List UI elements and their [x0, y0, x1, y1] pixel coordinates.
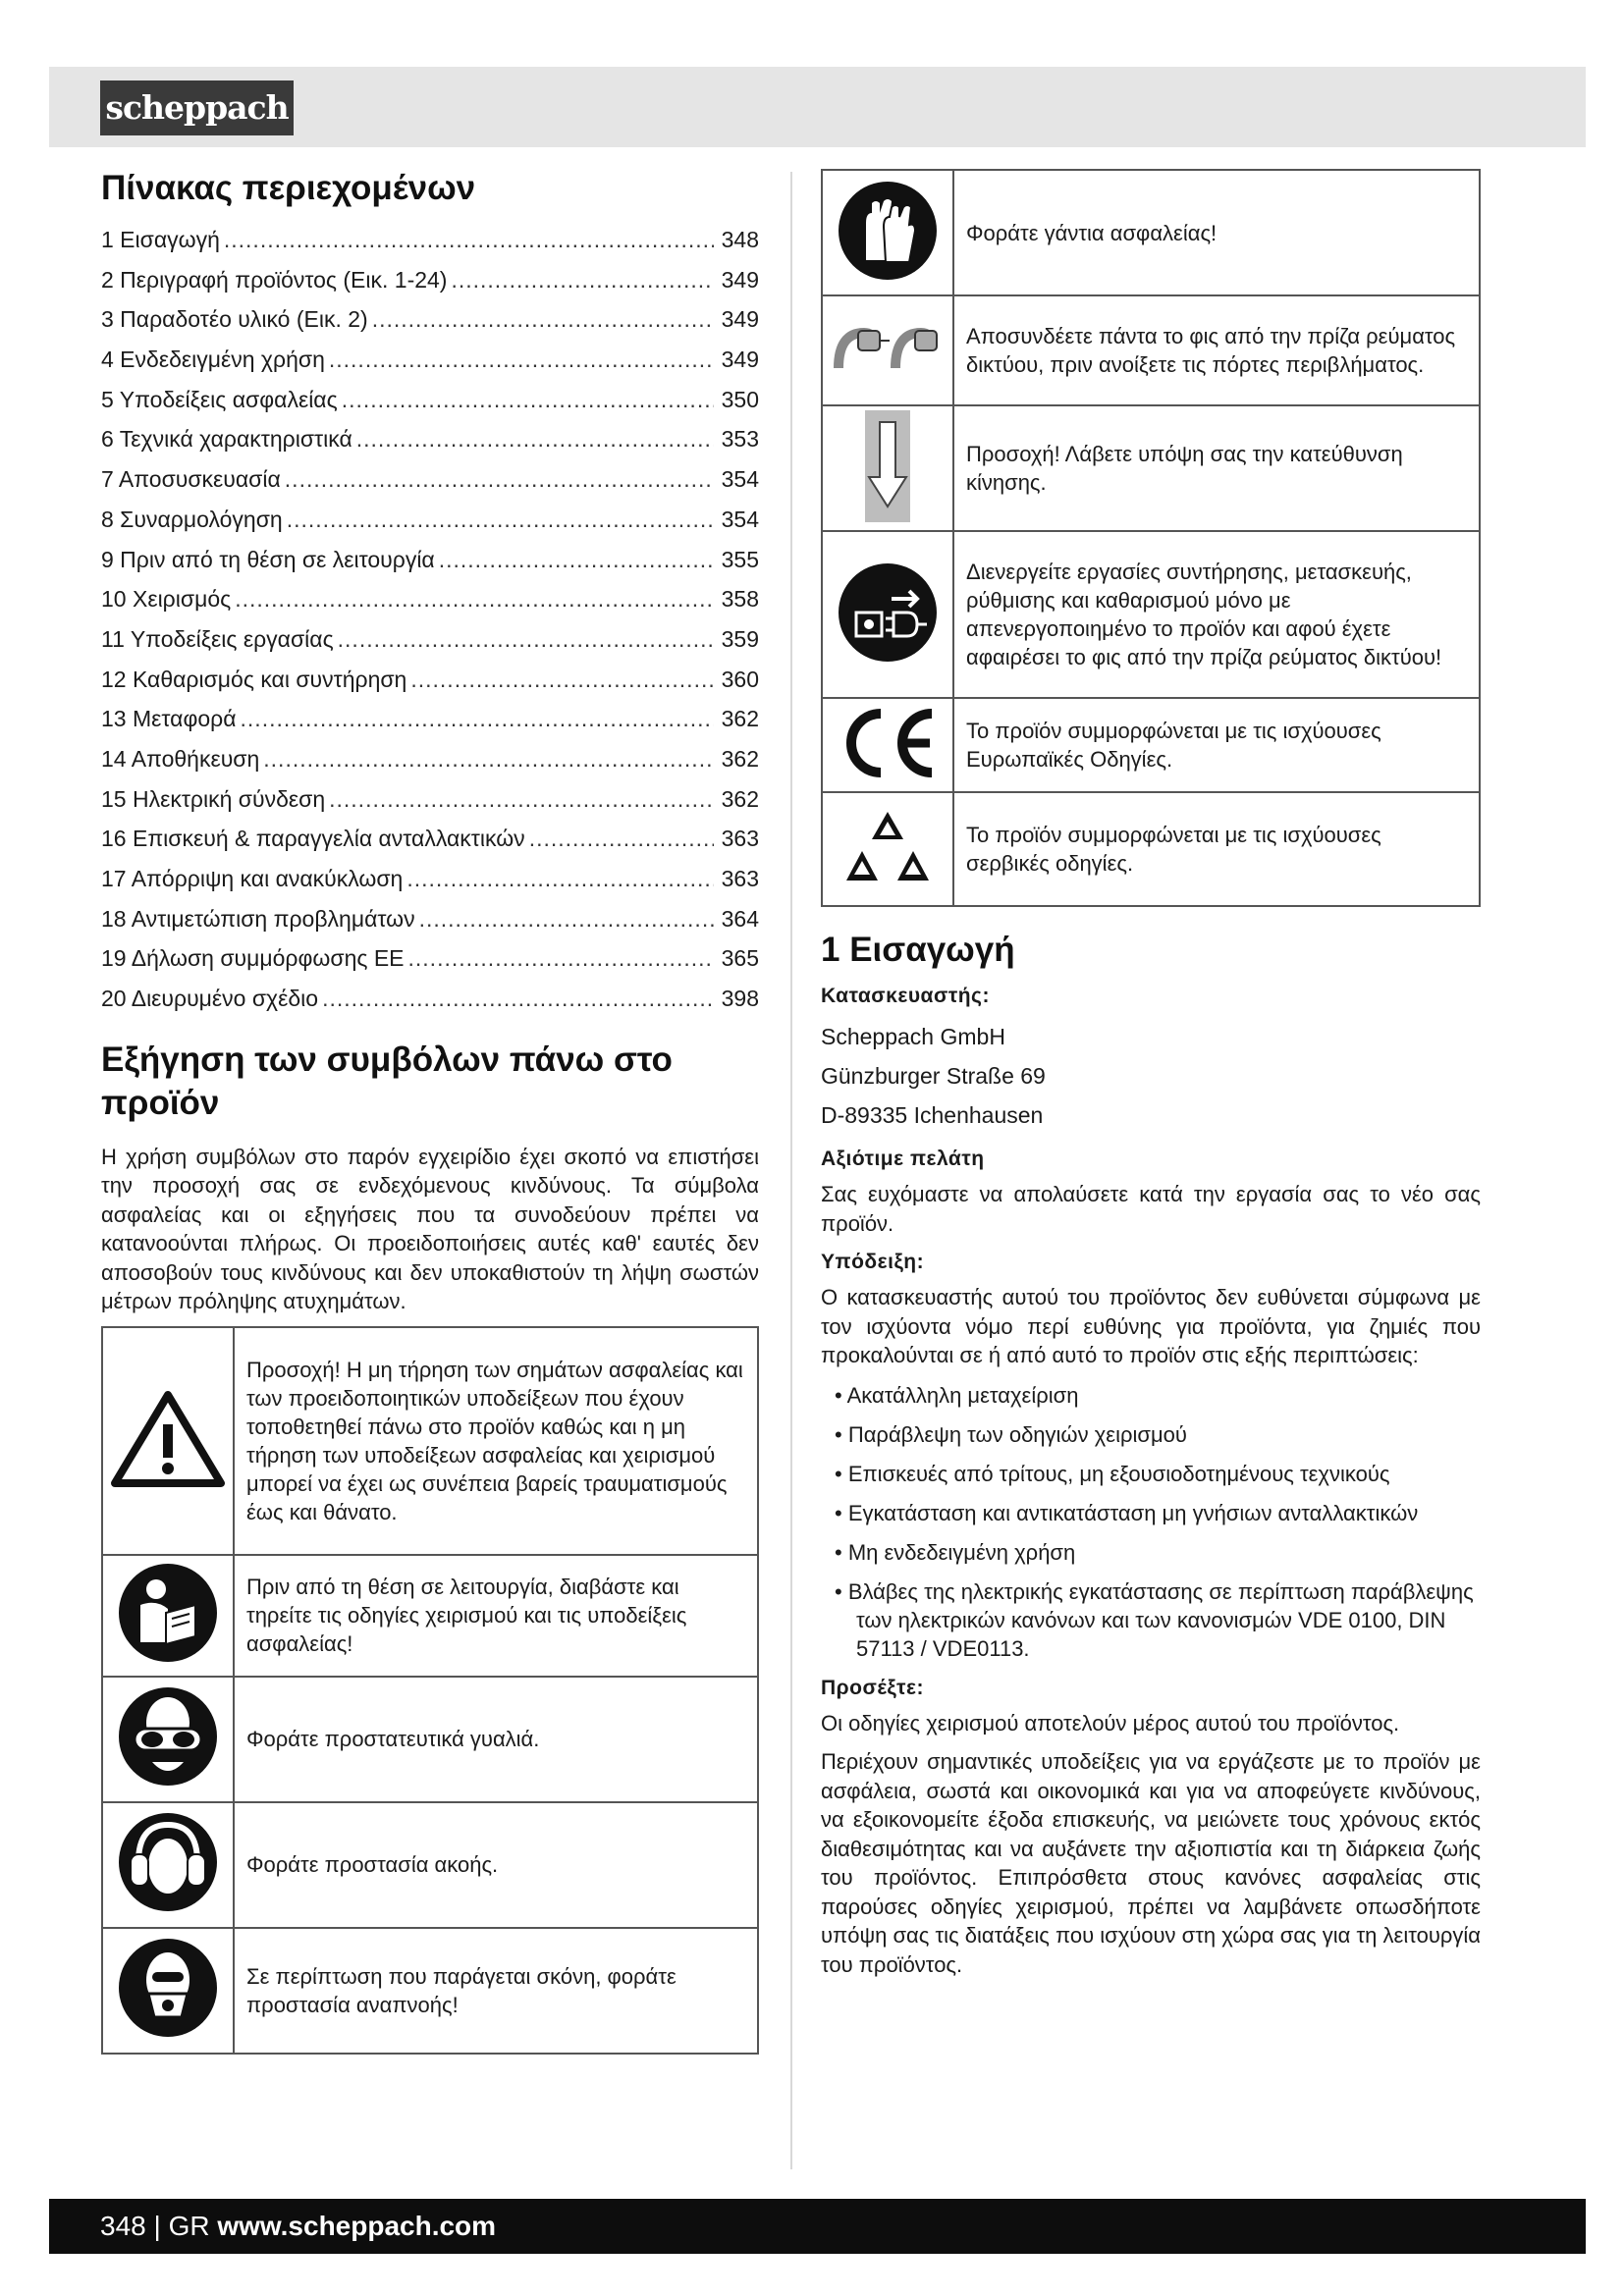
right-column: [821, 169, 1481, 1979]
toc-item[interactable]: 12 Καθαρισμός και συντήρηση ..... 360: [101, 660, 759, 700]
ear-protection-icon: [117, 1811, 219, 1913]
list-item: • Ακατάλληλη μεταχείριση: [821, 1381, 1481, 1410]
list-item: • Επισκευές από τρίτους, μη εξουσιοδοτημένους τεχνικούς: [821, 1460, 1481, 1488]
header-bar: [49, 67, 1586, 147]
attention-label: Προσέξτε:: [821, 1676, 925, 1699]
customer-label: Αξιότιμε πελάτη: [821, 1148, 985, 1170]
left-column: [101, 167, 759, 2055]
symbols-intro: Η χρήση συμβόλων στο παρόν εγχειρίδιο έχει σκοπό να επιστήσει την προσοχή σας σε ενδεχόμενους κινδύνους. Τα σύμβολα ασφαλείας και οι εξηγήσεις που τα συνοδεύουν πρέπει να κατανοούνται πλήρως. Οι προειδοποιήσεις αυτές καθ' εαυτές δεν αποσοβούν τους κινδύνους και δεν υποκαθιστούν τη λήψη σωστών μέτρων πρόληψης ατυχημάτων.: [101, 1144, 759, 1314]
toc-title: Πίνακας περιεχομένων: [101, 169, 476, 207]
list-item: • Εγκατάσταση και αντικατάσταση μη γνήσιων ανταλλακτικών: [821, 1499, 1481, 1527]
symbol-text: Το προϊόν συμμορφώνεται με τις ισχύουσες σερβικές οδηγίες.: [953, 792, 1480, 906]
symbol-row: [102, 1555, 758, 1677]
symbol-text: Φοράτε γάντια ασφαλείας!: [953, 170, 1480, 295]
symbol-text: Φοράτε προστατευτικά γυαλιά.: [234, 1677, 758, 1802]
page-number: 348: [100, 2211, 146, 2241]
symbol-row: [822, 698, 1480, 792]
symbol-text: Διενεργείτε εργασίες συντήρησης, μετασκευής, ρύθμισης και καθαρισμού μόνο με απενεργοποιημένο το προϊόν και αφού έχετε αφαιρέσει το φις από την πρίζα ρεύματος δικτύου!: [953, 531, 1480, 698]
website-link[interactable]: www.scheppach.com: [217, 2211, 497, 2241]
footer-text: 348 | GR www.scheppach.com: [100, 2211, 497, 2241]
safety-goggles-icon: [117, 1685, 219, 1788]
toc-item[interactable]: 8 Συναρμολόγηση ..... 354: [101, 500, 759, 540]
disconnect-plug-icon: [837, 561, 939, 664]
symbol-row: [822, 295, 1480, 405]
brand-logo: scheppach: [100, 80, 294, 135]
toc-item[interactable]: 11 Υποδείξεις εργασίας ..... 359: [101, 619, 759, 660]
toc-item[interactable]: 9 Πριν από τη θέση σε λειτουργία ..... 355: [101, 540, 759, 580]
toc-item[interactable]: 4 Ενδεδειγμένη χρήση ..... 349: [101, 340, 759, 380]
toc-item[interactable]: 6 Τεχνικά χαρακτηριστικά ..... 353: [101, 419, 759, 459]
toc-list: [101, 220, 759, 1019]
symbol-row: [102, 1928, 758, 2054]
symbol-text: Το προϊόν συμμορφώνεται με τις ισχύουσες Ευρωπαϊκές Οδηγίες.: [953, 698, 1480, 792]
column-divider: [790, 172, 792, 2169]
respirator-mask-icon: [117, 1937, 219, 2039]
symbol-text: Πριν από τη θέση σε λειτουργία, διαβάστε και τηρείτε τις οδηγίες χειρισμού και τις υποδείξεις ασφαλείας!: [234, 1555, 758, 1677]
symbol-row: [822, 170, 1480, 295]
toc-item[interactable]: 18 Αντιμετώπιση προβλημάτων ..... 364: [101, 899, 759, 939]
note-label: Υπόδειξη:: [821, 1251, 925, 1273]
toc-item[interactable]: 16 Επισκευή & παραγγελία ανταλλακτικών ..... 363: [101, 819, 759, 859]
customer-text: Σας ευχόμαστε να απολαύσετε κατά την εργασία σας το νέο σας προϊόν.: [821, 1182, 1481, 1236]
toc-item[interactable]: 5 Υποδείξεις ασφαλείας ..... 350: [101, 380, 759, 420]
list-item: • Παράβλεψη των οδηγιών χειρισμού: [821, 1420, 1481, 1449]
symbol-text: Προσοχή! Η μη τήρηση των σημάτων ασφαλείας και των προειδοποιητικών υποδείξεων που έχουν τοποθετηθεί πάνω στο προϊόν καθώς και η μη τήρηση των υποδείξεων ασφαλείας και χειρισμού μπορεί να έχει ως συνέπεια βαρείς τραυματισμούς έως και θάνατο.: [234, 1327, 758, 1555]
toc-item[interactable]: 19 Δήλωση συμμόρφωσης ΕΕ ..... 365: [101, 938, 759, 979]
list-item: • Μη ενδεδειγμένη χρήση: [821, 1538, 1481, 1567]
ce-mark-icon: [834, 704, 942, 782]
language-code: GR: [168, 2211, 210, 2241]
toc-item[interactable]: 3 Παραδοτέο υλικό (Εικ. 2) ..... 349: [101, 299, 759, 340]
direction-arrow-icon: [863, 408, 912, 524]
warning-triangle-icon: [111, 1389, 225, 1487]
symbols-table-left: [101, 1326, 759, 2055]
symbol-row: [822, 531, 1480, 698]
symbol-row: [102, 1677, 758, 1802]
safety-gloves-icon: [837, 180, 939, 282]
address-line: Scheppach GmbH: [821, 1024, 1005, 1049]
toc-item[interactable]: 2 Περιγραφή προϊόντος (Εικ. 1-24) ..... 349: [101, 260, 759, 300]
toc-item[interactable]: 7 Αποσυσκευασία ..... 354: [101, 459, 759, 500]
toc-item[interactable]: 15 Ηλεκτρική σύνδεση ..... 362: [101, 779, 759, 820]
attention-text: Περιέχουν σημαντικές υποδείξεις για να εργάζεστε με το προϊόν με ασφάλεια, σωστά και οικονομικά και για να αποφεύγετε κινδύνους, να εξοικονομείτε έξοδα επισκευής, να μειώνετε τους χρόνους εκτός διαθεσιμότητας και να αυξάνετε την αξιοπιστία και τη διάρκεια ζωής του προϊόντος. Επιπρόσθετα στους κανόνες ασφαλείας στις παρούσες οδηγίες χειρισμού, πρέπει να λαμβάνετε οπωσδήποτε υπόψη σας τις διατάξεις που ισχύουν στη χώρα σας για τη λειτουργία του προϊόντος.: [821, 1749, 1481, 1977]
symbols-heading: Εξήγηση των συμβόλων πάνω στο προϊόν: [101, 1040, 673, 1122]
address-line: Günzburger Straße 69: [821, 1063, 1046, 1089]
toc-item[interactable]: 13 Μεταφορά ..... 362: [101, 699, 759, 739]
list-item: • Βλάβες της ηλεκτρικής εγκατάστασης σε περίπτωση παράβλεψης των ηλεκτρικών κανόνων και των κανονισμών VDE 0100, DIN 57113 / VDE0113.: [821, 1577, 1481, 1663]
attention-text: Οι οδηγίες χειρισμού αποτελούν μέρος αυτού του προϊόντος.: [821, 1710, 1400, 1735]
address-line: D-89335 Ichenhausen: [821, 1102, 1044, 1128]
toc-item[interactable]: 1 Εισαγωγή ..... 348: [101, 220, 759, 260]
symbol-text: Φοράτε προστασία ακοής.: [234, 1802, 758, 1928]
read-manual-icon: [117, 1562, 219, 1664]
symbol-text: Σε περίπτωση που παράγεται σκόνη, φοράτε προστασία αναπνοής!: [234, 1928, 758, 2054]
symbol-row: [102, 1327, 758, 1555]
unplug-icon: [831, 319, 945, 378]
symbol-row: [822, 792, 1480, 906]
serbian-conformity-icon: [839, 808, 937, 886]
symbol-text: Αποσυνδέετε πάντα το φις από την πρίζα ρεύματος δικτύου, πριν ανοίξετε τις πόρτες περιβλήματος.: [953, 295, 1480, 405]
toc-item[interactable]: 17 Απόρριψη και ανακύκλωση ..... 363: [101, 859, 759, 899]
symbols-table-right: [821, 169, 1481, 907]
toc-item[interactable]: 10 Χειρισμός ..... 358: [101, 579, 759, 619]
toc-item[interactable]: 20 Διευρυμένο σχέδιο ..... 398: [101, 979, 759, 1019]
manufacturer-label: Κατασκευαστής:: [821, 985, 990, 1007]
symbol-row: [822, 405, 1480, 531]
toc-item[interactable]: 14 Αποθήκευση ..... 362: [101, 739, 759, 779]
liability-list: [821, 1381, 1481, 1663]
footer-bar: [49, 2199, 1586, 2254]
symbol-row: [102, 1802, 758, 1928]
note-text: Ο κατασκευαστής αυτού του προϊόντος δεν ευθύνεται σύμφωνα με τον ισχύοντα νόμο περί ευθύνης για προϊόντα, για ζημιές που προκαλούνται σε ή από αυτό το προϊόν στις εξής περιπτώσεις:: [821, 1285, 1481, 1367]
symbol-text: Προσοχή! Λάβετε υπόψη σας την κατεύθυνση κίνησης.: [953, 405, 1480, 531]
intro-heading: 1 Εισαγωγή: [821, 931, 1015, 969]
